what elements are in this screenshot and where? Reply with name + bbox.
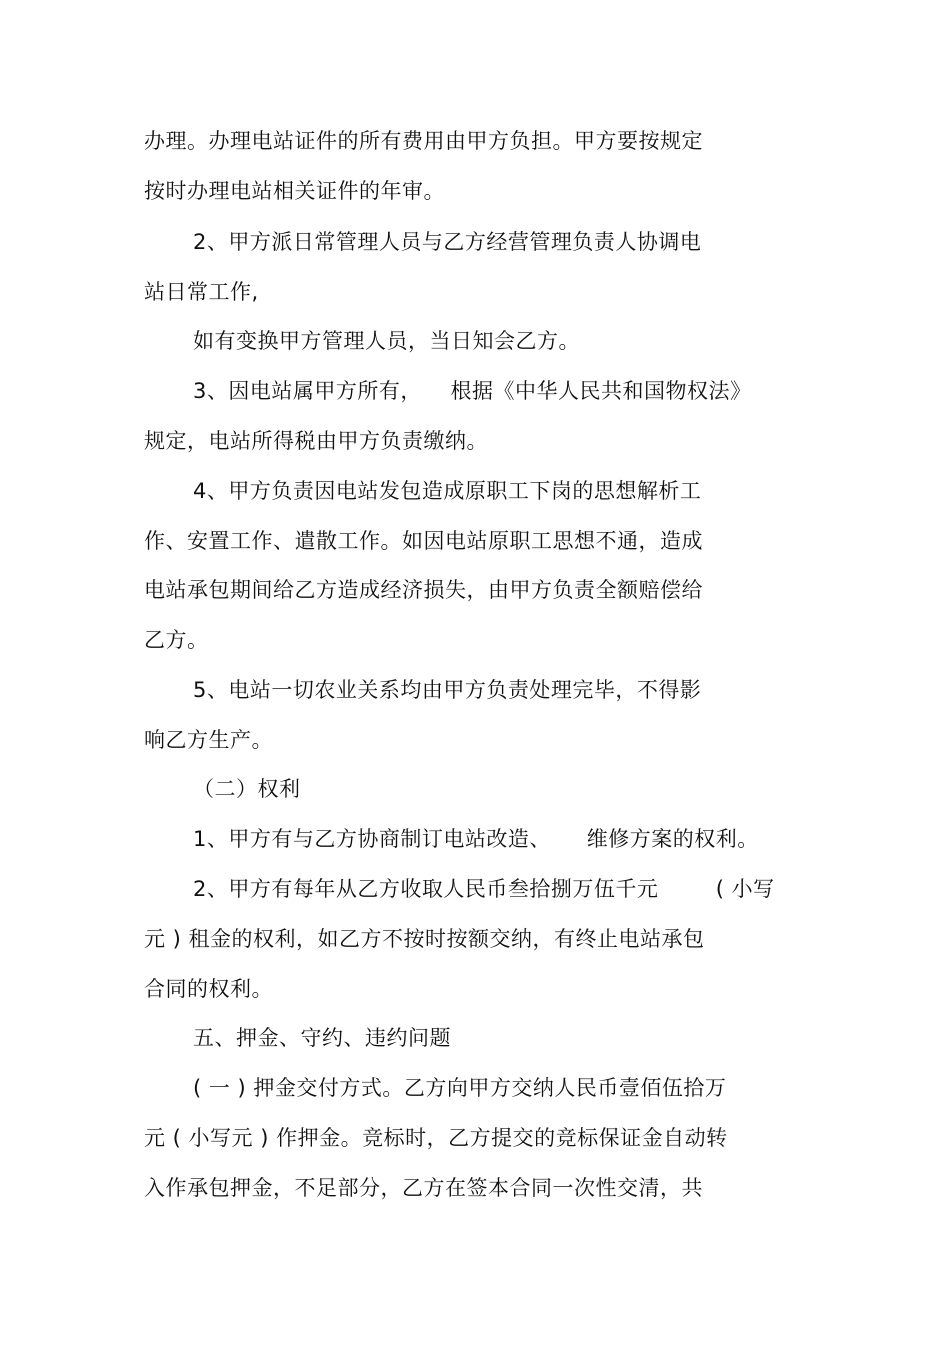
text-line-9: 作、安置工作、遣散工作。如因电站原职工思想不通，造成 <box>144 529 703 553</box>
text-line-18: 合同的权利。 <box>144 977 273 1001</box>
text-line-20: ( 一 ) 押金交付方式。乙方向甲方交纳人民币壹佰伍拾万 <box>193 1076 727 1100</box>
text-line-4: 站日常工作, <box>144 280 259 304</box>
text-line-16: 2、甲方有每年从乙方收取人民币叁拾捌万伍千元 ( 小写 <box>193 877 775 901</box>
text-line-7: 规定，电站所得税由甲方负责缴纳。 <box>144 429 488 453</box>
text-line-13: 响乙方生产。 <box>144 728 273 752</box>
text-line-17: 元 ) 租金的权利，如乙方不按时按额交纳，有终止电站承包 <box>144 927 705 951</box>
text-line-12: 5、电站一切农业关系均由甲方负责处理完毕，不得影 <box>193 678 702 702</box>
text-line-3: 2、甲方派日常管理人员与乙方经营管理负责人协调电 <box>193 230 702 254</box>
text-line-15: 1、甲方有与乙方协商制订电站改造、 维修方案的权利。 <box>193 827 759 851</box>
text-line-19: 五、押金、守约、违约问题 <box>193 1026 451 1050</box>
text-line-1: 办理。办理电站证件的所有费用由甲方负担。甲方要按规定 <box>144 129 703 153</box>
text-line-2: 按时办理电站相关证件的年审。 <box>144 179 445 203</box>
text-line-11: 乙方。 <box>144 628 209 652</box>
text-line-5: 如有变换甲方管理人员，当日知会乙方。 <box>193 329 580 353</box>
text-line-22: 入作承包押金，不足部分，乙方在签本合同一次性交清，共 <box>144 1176 703 1200</box>
text-line-8: 4、甲方负责因电站发包造成原职工下岗的思想解析工 <box>193 479 702 503</box>
text-line-6: 3、因电站属甲方所有， 根据《中华人民共和国物权法》 <box>193 379 752 403</box>
text-line-14: （二）权利 <box>193 777 301 801</box>
text-line-21: 元 ( 小写元 ) 作押金。竞标时，乙方提交的竞标保证金自动转 <box>144 1126 728 1150</box>
text-line-10: 电站承包期间给乙方造成经济损失，由甲方负责全额赔偿给 <box>144 578 703 602</box>
